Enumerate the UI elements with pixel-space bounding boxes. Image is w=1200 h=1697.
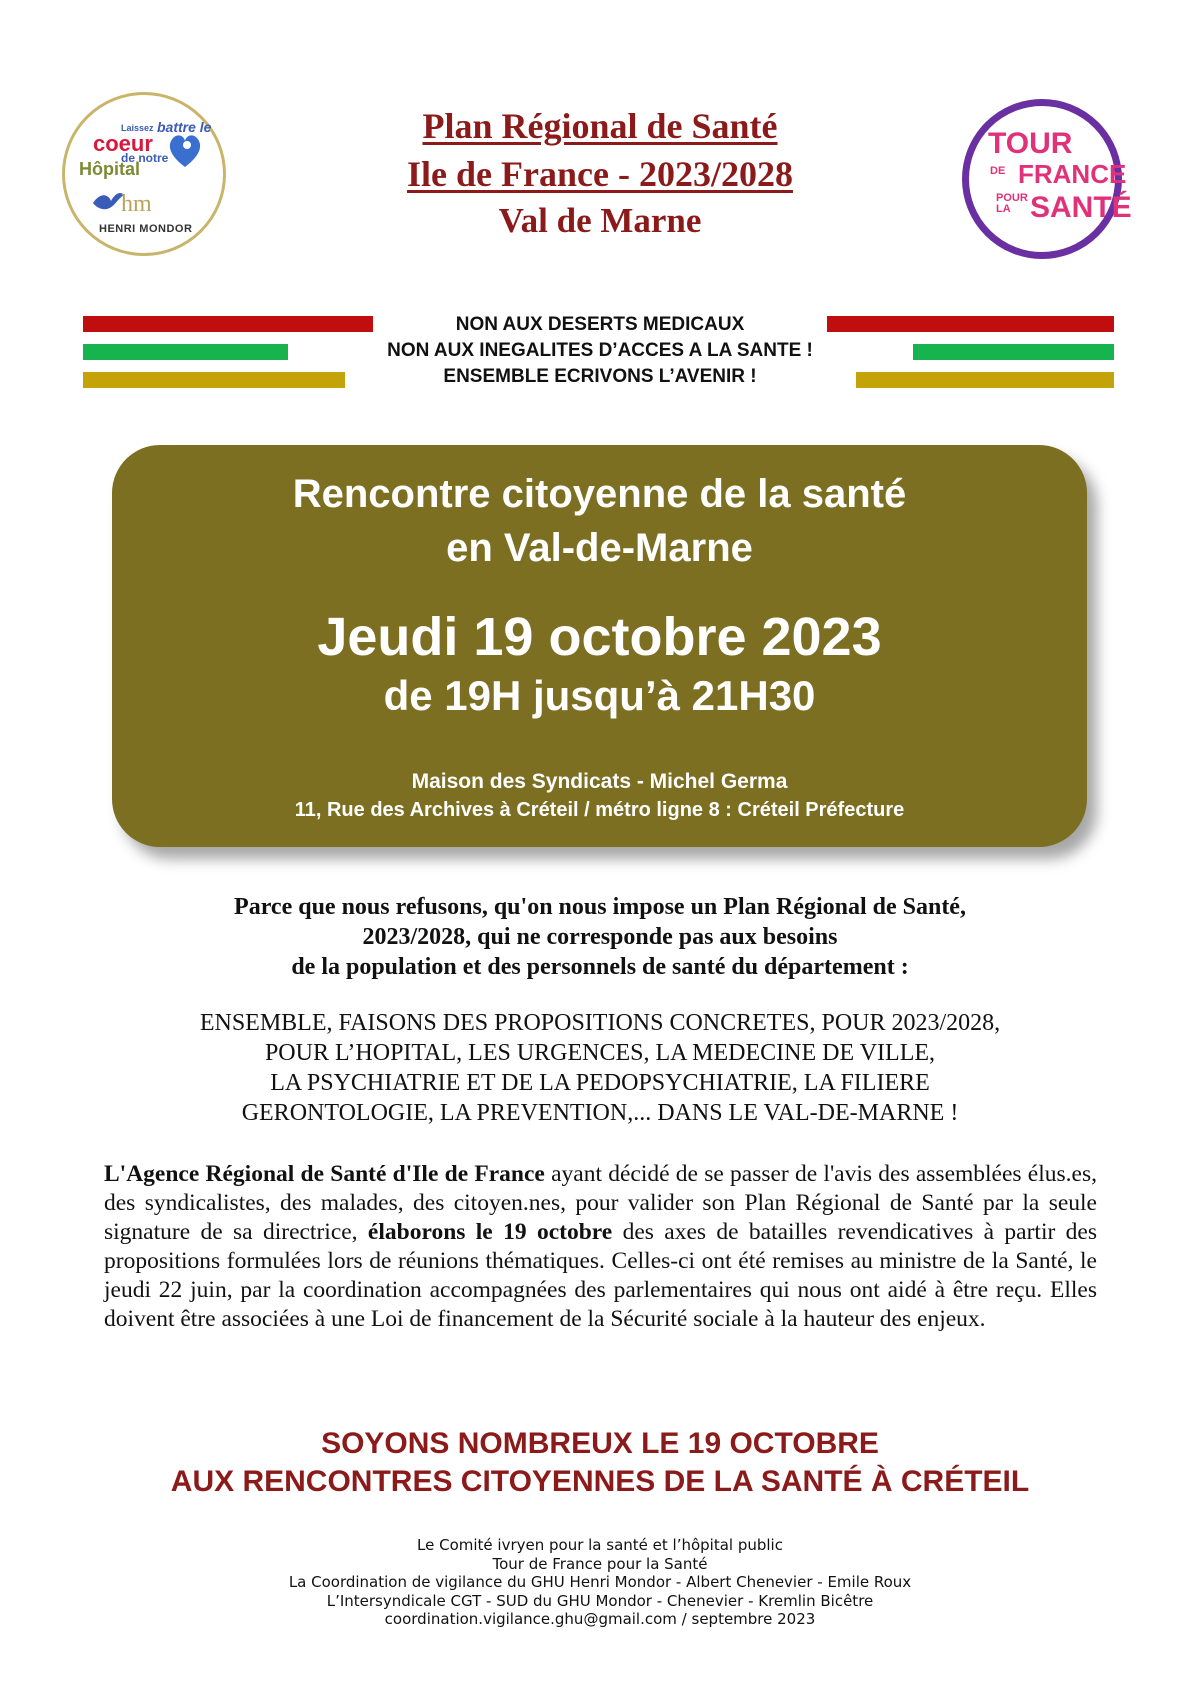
- logo-right-word-3: FRANCE: [1018, 159, 1127, 189]
- intro-line-2: 2023/2028, qui ne corresponde pas aux besoins: [362, 924, 838, 950]
- footer-line-2: Tour de France pour la Santé: [492, 1554, 708, 1573]
- page-title: [300, 102, 900, 244]
- heart-icon: [165, 129, 205, 171]
- event-time: de 19H jusqu’à 21H30: [383, 672, 816, 719]
- bird-icon: [91, 187, 125, 213]
- intro-line-1: Parce que nous refusons, qu'on nous impose un Plan Régional de Santé,: [234, 894, 966, 920]
- proposal-line-4: GERONTOLOGIE, LA PREVENTION,... DANS LE VAL-DE-MARNE !: [241, 1100, 959, 1126]
- logo-right-word-2: DE: [990, 165, 1006, 177]
- logo-left-text-5: Hôpital: [79, 159, 140, 179]
- proposal-line-1: ENSEMBLE, FAISONS DES PROPOSITIONS CONCRETES, POUR 2023/2028,: [199, 1010, 1001, 1036]
- call-line-2: AUX RENCONTRES CITOYENNES DE LA SANTÉ À CRÉTEIL: [170, 1465, 1030, 1498]
- logo-right-word-5: SANTÉ: [1030, 191, 1132, 224]
- title-subtitle: Val de Marne: [498, 201, 702, 240]
- event-date: Jeudi 19 octobre 2023: [317, 607, 882, 667]
- stripe-green-right: [913, 344, 1114, 360]
- event-title-line-2: en Val-de-Marne: [446, 526, 753, 570]
- paragraph-bold-mid: élaborons le 19 octobre: [367, 1219, 613, 1245]
- slogan-2: NON AUX INEGALITES D’ACCES A LA SANTE !: [387, 340, 813, 361]
- footer-line-3: La Coordination de vigilance du GHU Henri Mondor - Albert Chenevier - Emile Roux: [288, 1573, 912, 1591]
- tour-de-france-sante-logo: [960, 95, 1145, 265]
- footer-line-1: Le Comité ivryen pour la santé et l’hôpital public: [417, 1536, 783, 1554]
- proposals-text: [110, 1008, 1090, 1128]
- slogans: [300, 312, 900, 390]
- logo-left-text-3: coeur: [93, 131, 153, 156]
- proposal-line-3: LA PSYCHIATRIE ET DE LA PEDOPSYCHIATRIE, LA FILIERE: [270, 1070, 930, 1096]
- title-line-2: Ile de France - 2023/2028: [407, 154, 793, 194]
- logo-left-text-2: battre le: [157, 119, 212, 135]
- intro-line-3: de la population et des personnels de santé du département :: [291, 954, 909, 980]
- slogan-1: NON AUX DESERTS MEDICAUX: [455, 314, 745, 335]
- call-line-1: SOYONS NOMBREUX LE 19 OCTOBRE: [321, 1427, 879, 1460]
- call-to-action: [60, 1425, 1140, 1501]
- event-box: [112, 445, 1087, 847]
- logo-left-mark: hm: [121, 191, 152, 217]
- logo-left-name: HENRI MONDOR: [99, 223, 193, 235]
- event-title: [112, 467, 1087, 575]
- slogan-3: ENSEMBLE ECRIVONS L’AVENIR !: [443, 366, 757, 387]
- henri-mondor-logo: [62, 92, 226, 256]
- event-title-line-1: Rencontre citoyenne de la santé: [292, 472, 907, 516]
- body-paragraph: [104, 1160, 1097, 1334]
- event-address: 11, Rue des Archives à Créteil / métro ligne 8 : Créteil Préfecture: [294, 799, 905, 821]
- paragraph-text-2: des axes de batailles revendicatives à partir des propositions formulées lors de réunions thématiques. Celles-ci ont été remises au ministre de la Santé, le jeudi 22 juin, par la coordination accompagnées des parlementaires qui nous ont aidé à être reçu. Elles doivent être associées à une Loi de financement de la Sécurité sociale à la hauteur des enjeux.: [104, 1219, 1097, 1332]
- intro-text: [140, 892, 1060, 982]
- footer-line-4: L’Intersyndicale CGT - SUD du GHU Mondor - Chenevier - Kremlin Bicêtre: [326, 1591, 874, 1610]
- logo-right-word-4: POUR LA: [996, 192, 1028, 215]
- event-place: Maison des Syndicats - Michel Germa: [411, 770, 788, 793]
- stripe-green-left: [83, 344, 288, 360]
- logo-left-text-1: Laissez: [121, 123, 154, 133]
- logo-left-text-4: de notre: [121, 151, 169, 165]
- proposal-line-2: POUR L’HOPITAL, LES URGENCES, LA MEDECINE DE VILLE,: [264, 1040, 936, 1066]
- footer: [200, 1536, 1000, 1629]
- logo-right-word-1: TOUR: [988, 127, 1073, 160]
- footer-email: coordination.vigilance.ghu@gmail.com / septembre 2023: [384, 1610, 816, 1628]
- paragraph-bold-start: L'Agence Régional de Santé d'Ile de France: [104, 1161, 545, 1187]
- paragraph-text-1: ayant décidé de se passer de l'avis des assemblées élus.es, des syndicalistes, des malades, des citoyen.nes, pour valider son Plan Régional de Santé par la seule signature de sa directrice,: [104, 1161, 1097, 1245]
- title-line-1: Plan Régional de Santé: [422, 106, 778, 146]
